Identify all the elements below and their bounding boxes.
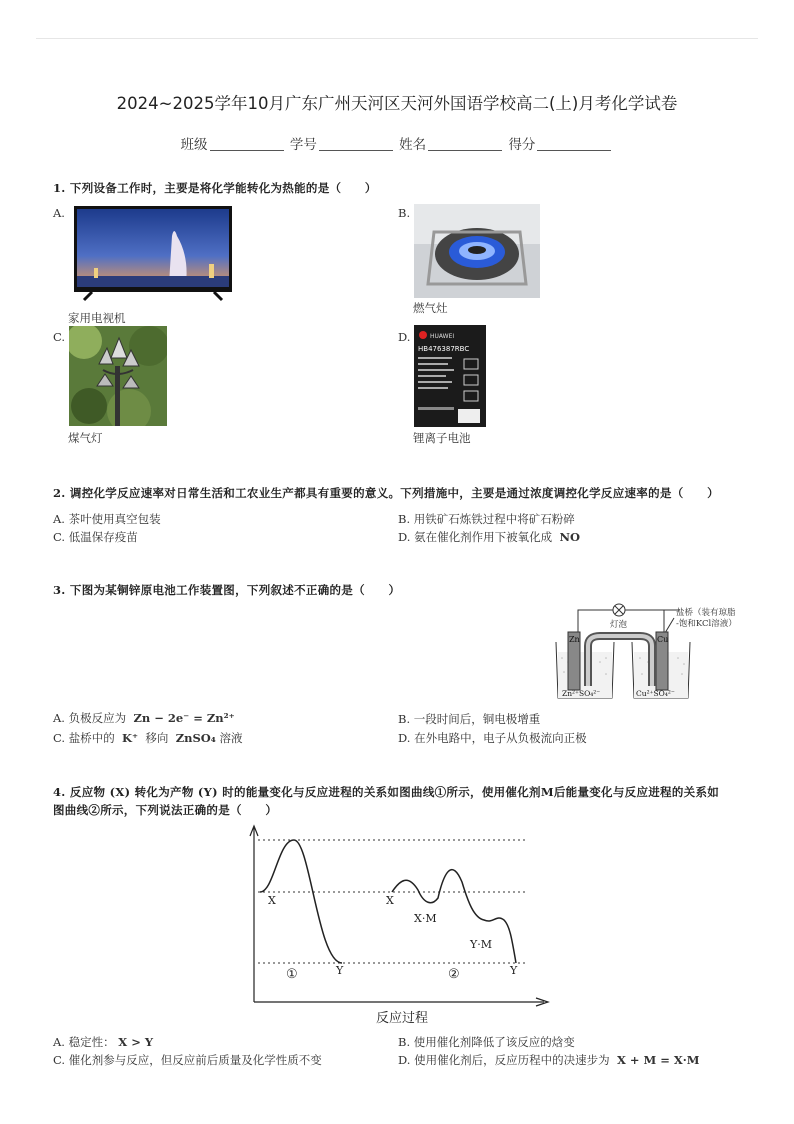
q3-option-d: D. 在外电路中，电子从负极流向正极 [398, 731, 587, 745]
curve-2 [392, 870, 516, 963]
television-image [74, 206, 232, 302]
graph-label-ym: Y·M [470, 938, 493, 951]
q4-option-a [53, 1034, 153, 1050]
q3-option-c-text: C. 盐桥中的 [53, 731, 115, 745]
q3-option-c-text-2: 移向 [145, 731, 169, 745]
q3-option-c [53, 730, 243, 746]
q1-option-d-caption: 锂离子电池 [413, 431, 471, 445]
q4-option-b: B. 使用催化剂降低了该反应的焓变 [398, 1035, 575, 1049]
q4-option-d-formula: X + M = X·M [616, 1053, 700, 1067]
class-label: 班级 [180, 137, 208, 153]
q1-option-b-letter: B. [398, 206, 411, 220]
galvanic-cell-diagram [548, 602, 748, 702]
q1-option-c-letter: C. [53, 330, 66, 344]
bulb-label: 灯泡 [610, 620, 628, 630]
q2-option-a: A. 茶叶使用真空包装 [53, 512, 161, 526]
zinc-electrode-label: Zn [569, 635, 580, 644]
class-blank [210, 138, 284, 151]
question-4-stem-line-1: 4. 反应物 (X) 转化为产物 (Y) 时的能量变化与反应进程的关系如图曲线①所示，使用催化剂M后能量变化与反应进程的关系如 [53, 785, 720, 799]
right-solution-label: Cu²⁺SO₄²⁻ [636, 689, 675, 698]
q4-option-d-text: D. 使用催化剂后，反应历程中的决速步为 [398, 1053, 610, 1067]
battery-brand-text: HUAWEI [430, 333, 455, 340]
page-title: 2024~2025学年10月广东广州天河区天河外国语学校高二(上)月考化学试卷 [116, 94, 678, 113]
q3-option-a-text: A. 负极反应为 [53, 711, 127, 725]
q1-option-a-letter: A. [53, 206, 65, 220]
name-label: 姓名 [399, 137, 427, 153]
graph-label-xm: X·M [414, 912, 437, 925]
graph-xlabel: 反应过程 [376, 1011, 429, 1026]
question-3-stem: 3. 下图为某铜锌原电池工作装置图，下列叙述不正确的是（ ） [53, 583, 401, 597]
id-label: 学号 [289, 137, 317, 153]
energy-profile-graph [238, 822, 558, 1028]
gas-stove-image [414, 204, 540, 298]
q4-option-c: C. 催化剂参与反应，但反应前后质量及化学性质不变 [53, 1053, 322, 1067]
q3-option-a [53, 710, 235, 726]
q3-option-a-formula: Zn − 2e⁻ = Zn²⁺ [133, 711, 235, 725]
question-2-stem: 2. 调控化学反应速率对日常生活和工农业生产都具有重要的意义。下列措施中，主要是通过浓度调控化学反应速率的是（ ） [53, 486, 719, 500]
q2-option-d-formula: NO [559, 530, 580, 544]
q4-option-a-formula: X > Y [118, 1035, 154, 1049]
q4-option-a-text: A. 稳定性： [53, 1035, 115, 1049]
graph-label-x1: X [268, 894, 276, 907]
salt-bridge-label-1: 盐桥（装有琼脂 [676, 608, 736, 618]
curve-1-label: ① [286, 967, 298, 982]
q1-option-c-caption: 煤气灯 [68, 431, 103, 445]
q3-option-c-formula-2: ZnSO₄ [175, 731, 216, 745]
q3-option-b: B. 一段时间后，铜电极增重 [398, 712, 541, 726]
gas-lamp-image [69, 326, 167, 426]
header-rule [36, 38, 758, 39]
q1-option-d-letter: D. [398, 330, 411, 344]
question-4-stem-line-2: 图曲线②所示，下列说法正确的是（ ） [53, 803, 278, 817]
q2-option-d [398, 529, 580, 545]
q1-option-b-caption: 燃气灶 [413, 301, 448, 315]
score-blank [537, 138, 611, 151]
question-1-stem: 1. 下列设备工作时，主要是将化学能转化为热能的是（ ） [53, 181, 377, 195]
lithium-battery-image [414, 325, 486, 427]
graph-label-y1: Y [336, 964, 344, 977]
q2-option-b: B. 用铁矿石炼铁过程中将矿石粉碎 [398, 512, 575, 526]
q1-option-a-caption: 家用电视机 [68, 311, 126, 325]
salt-bridge-label-2: -饱和KCl溶液） [676, 619, 737, 629]
q2-option-c: C. 低温保存疫苗 [53, 530, 138, 544]
curve-2-label: ② [448, 967, 460, 982]
battery-model-text: HB476387RBC [418, 345, 470, 353]
name-blank [428, 138, 502, 151]
student-info-line [0, 133, 794, 153]
graph-label-y2: Y [510, 964, 518, 977]
q4-option-d [398, 1052, 700, 1068]
graph-label-x2: X [386, 894, 394, 907]
q2-option-d-text: D. 氨在催化剂作用下被氧化成 [398, 530, 553, 544]
id-blank [319, 138, 393, 151]
left-solution-label: Zn²⁺SO₄²⁻ [562, 689, 601, 698]
copper-electrode-label: Cu [657, 635, 669, 644]
q3-option-c-text-3: 溶液 [219, 731, 243, 745]
score-label: 得分 [508, 137, 536, 153]
q3-option-c-formula-1: K⁺ [122, 731, 139, 745]
